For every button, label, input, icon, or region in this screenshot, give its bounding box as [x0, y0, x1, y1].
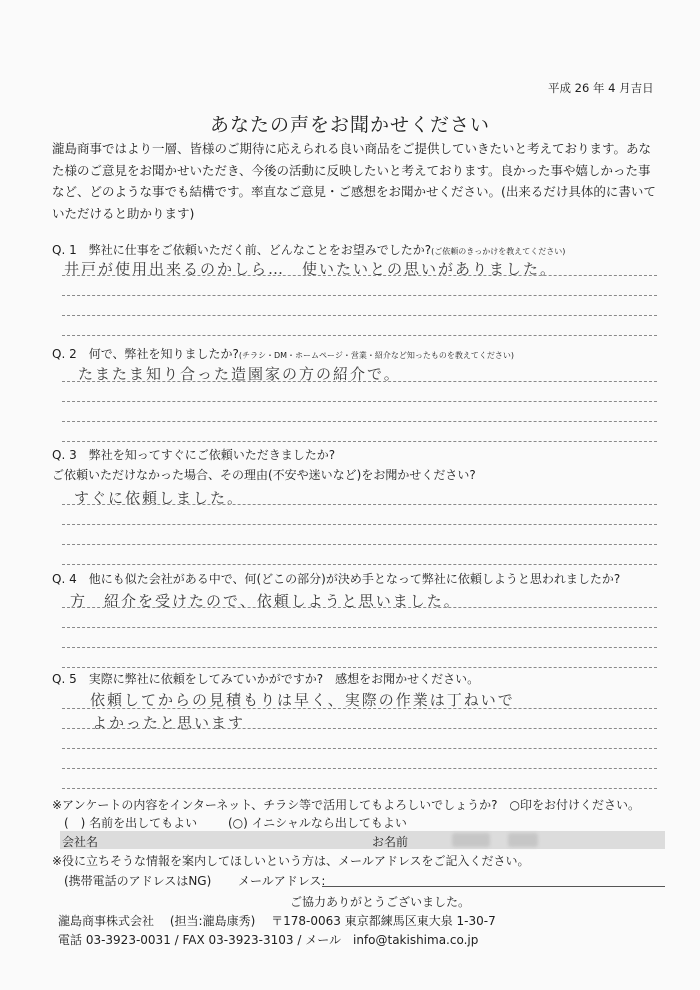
email-request: ※役に立ちそうな情報を案内してほしいという方は、メールアドレスをご記入ください。 [52, 854, 530, 868]
company-label: 会社名 [62, 835, 99, 849]
question-3: Q. 3 弊社を知ってすぐにご依頼いただきましたか? [52, 448, 336, 462]
answer-rule [62, 708, 657, 709]
answer-rule [62, 335, 657, 336]
answer-rule [62, 504, 657, 505]
answer-2-line-1[interactable]: たまたま知り合った造園家の方の紹介で。 [78, 365, 401, 383]
email-note: (携帯電話のアドレスはNG) [64, 874, 212, 888]
answer-rule [62, 524, 657, 525]
survey-date: 平成 26 年 4 月吉日 [548, 81, 654, 95]
answer-rule [62, 647, 657, 648]
consent-option-initial[interactable]: (○) イニシャルなら出してもよい [228, 816, 407, 830]
answer-rule [62, 627, 657, 628]
answer-rule [62, 607, 657, 608]
question-1-label: Q. 1 弊社に仕事をご依頼いただく前、どんなことをお望みでしたか? [52, 243, 432, 257]
answer-rule [62, 728, 657, 729]
footer-company: 瀧島商事株式会社 [58, 914, 155, 928]
answer-rule [62, 401, 657, 402]
answer-1-line-1[interactable]: 井戸が使用出来るのかしら… 使いたいとの思いがありました。 [64, 260, 558, 278]
question-1-note: (ご依頼のきっかけを教えてください) [431, 247, 566, 256]
consent-question: ※アンケートの内容をインターネット、チラシ等で活用してもよろしいでしょうか? ○印をお付けください。 [52, 798, 641, 812]
answer-rule [62, 768, 657, 769]
redacted-name [452, 833, 490, 847]
thanks-text: ご協力ありがとうございました。 [290, 895, 471, 909]
answer-4-line-1[interactable]: 方 紹介を受けたので、依頼しようと思いました。 [70, 592, 461, 610]
answer-rule [62, 295, 657, 296]
redacted-name [508, 833, 538, 847]
answer-5-line-1[interactable]: 依頼してからの見積もりは早く、実際の作業は丁ねいで [90, 691, 515, 709]
answer-3-line-1[interactable]: すぐに依頼しました。 [74, 489, 245, 507]
footer-postal: 〒178-0063 [271, 914, 341, 928]
answer-rule [62, 544, 657, 545]
question-2-note: (チラシ・DM・ホームページ・営業・紹介など知ったものを教えてください) [238, 351, 514, 360]
question-2 [52, 345, 514, 362]
question-3-sub: ご依頼いただけなかった場合、その理由(不安や迷いなど)をお聞かせください? [52, 468, 476, 482]
answer-rule [62, 788, 657, 789]
question-5: Q. 5 実際に弊社に依頼をしてみていかがですか? 感想をお聞かせください。 [52, 672, 480, 686]
answer-rule [62, 564, 657, 565]
footer-phone: 電話 03-3923-0031 / FAX 03-3923-3103 / メール info@takishima.co.jp [58, 933, 479, 947]
intro-text: 瀧島商事ではより一層、皆様のご期待に応えられる良い商品をご提供していきたいと考えております。あなた様のご意見をお聞かせいただき、今後の活動に反映したいと考えております。良かった事や嬉しかった事など、どのような事でも結構です。率直なご意見・ご感想をお聞かせください。(出来るだけ具体的に書いていただけると助かります) [52, 141, 656, 221]
footer-address: 東京都練馬区東大泉 1-30-7 [344, 914, 496, 928]
name-field-bar [60, 831, 665, 849]
name-label: お名前 [372, 835, 409, 849]
question-2-label: Q. 2 何で、弊社を知りましたか? [52, 347, 239, 361]
answer-rule [62, 441, 657, 442]
email-field[interactable] [322, 886, 665, 887]
email-label: メールアドレス: [238, 874, 326, 888]
page-title: あなたの声をお聞かせください [209, 114, 490, 136]
consent-option-name[interactable]: ( ) 名前を出してもよい [64, 816, 198, 830]
answer-rule [62, 315, 657, 316]
footer-company-line [58, 912, 496, 929]
answer-rule [62, 275, 657, 276]
answer-rule [62, 421, 657, 422]
answer-rule [62, 381, 657, 382]
footer-contact: (担当:瀧島康秀) [169, 914, 256, 928]
answer-rule [62, 748, 657, 749]
answer-rule [62, 667, 657, 668]
answer-5-line-2[interactable]: よかったと思います [92, 714, 246, 732]
question-4: Q. 4 他にも似た会社がある中で、何(どこの部分)が決め手となって弊社に依頼しようと思われましたか? [52, 572, 621, 586]
question-1 [52, 241, 565, 258]
